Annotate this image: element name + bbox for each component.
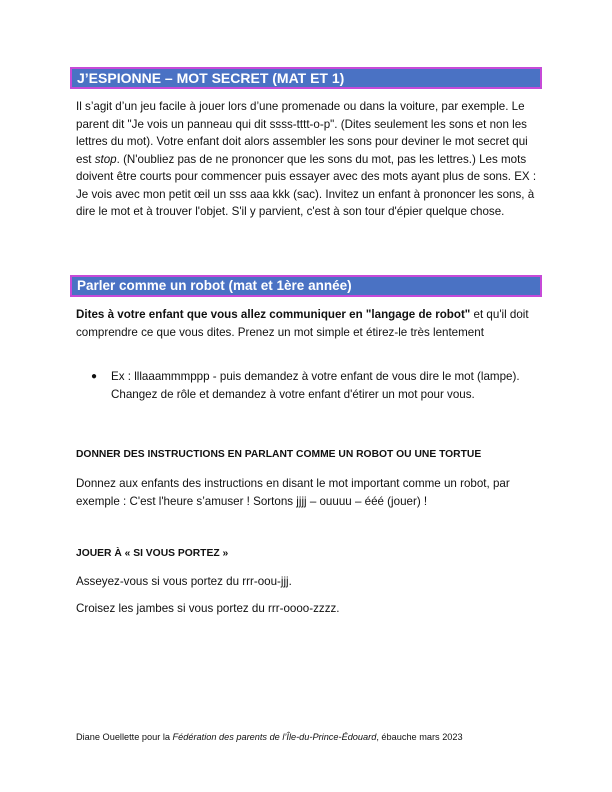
bullet-icon: ● [91,371,98,382]
section1-body-end: . (N'oubliez pas de ne prononcer que les sons du mot, pas les lettres.) Les mots doivent être courts pour commencer puis essayer avec des mots ayant plus de sons. EX : Je vois avec mon petit œil un sss aaa kkk (sac). Invitez un enfant à prononcer les sons, à dire le mot et à trouver l'objet. S'il y parvient, c'est à son tour d'épier quelque chose. [76,152,537,218]
footer-organization: Fédération des parents de l’Île-du-Prince-Édouard [172,732,377,742]
section2-intro [76,306,546,341]
section-title-jespionne: J’ESPIONNE – MOT SECRET (MAT ET 1) [70,67,542,89]
secret-word: stop [94,152,117,166]
section3-body: Donnez aux enfants des instructions en disant le mot important comme un robot, par exemple : C'est l'heure s’amuser ! Sortons jjjj – ouuuu – ééé (jouer) ! [76,477,510,508]
section4-heading: JOUER À « SI VOUS PORTEZ » [76,548,229,559]
section4-line1: Asseyez-vous si vous portez du rrr-oou-jjj. [76,575,292,588]
footer-author: Diane Ouellette pour la [76,732,173,742]
section-title-robot: Parler comme un robot (mat et 1ère année) [70,275,542,297]
section1-paragraph [76,98,546,221]
section2-intro-bold: Dites à votre enfant que vous allez communiquer en "langage de robot" [76,308,471,321]
section1-body: Il s’agit d’un jeu facile à jouer lors d’une promenade ou dans la voiture, par exemple. Le parent dit "Je vois un panneau qui dit ssss-tttt-o-p". (Dites seulement les sons et non les lettres du mot). Votre enfant doit alors assembler les sons pour deviner le mot secret qui est [76,100,528,166]
list-item [91,368,546,403]
footer [76,731,546,743]
section2-intro-rest: et qu'il doit comprendre ce que vous dites. Prenez un mot simple et étirez-le très lentement [76,308,529,339]
footer-date: , ébauche mars 2023 [376,732,463,742]
section4-line2: Croisez les jambes si vous portez du rrr-oooo-zzzz. [76,602,340,615]
bullet-text: Ex : lllaaammmppp - puis demandez à votre enfant de vous dire le mot (lampe). Changez de rôle et demandez à votre enfant d'étirer un mot pour vous. [111,370,520,401]
section3-heading: DONNER DES INSTRUCTIONS EN PARLANT COMME UN ROBOT OU UNE TORTUE [76,449,482,460]
